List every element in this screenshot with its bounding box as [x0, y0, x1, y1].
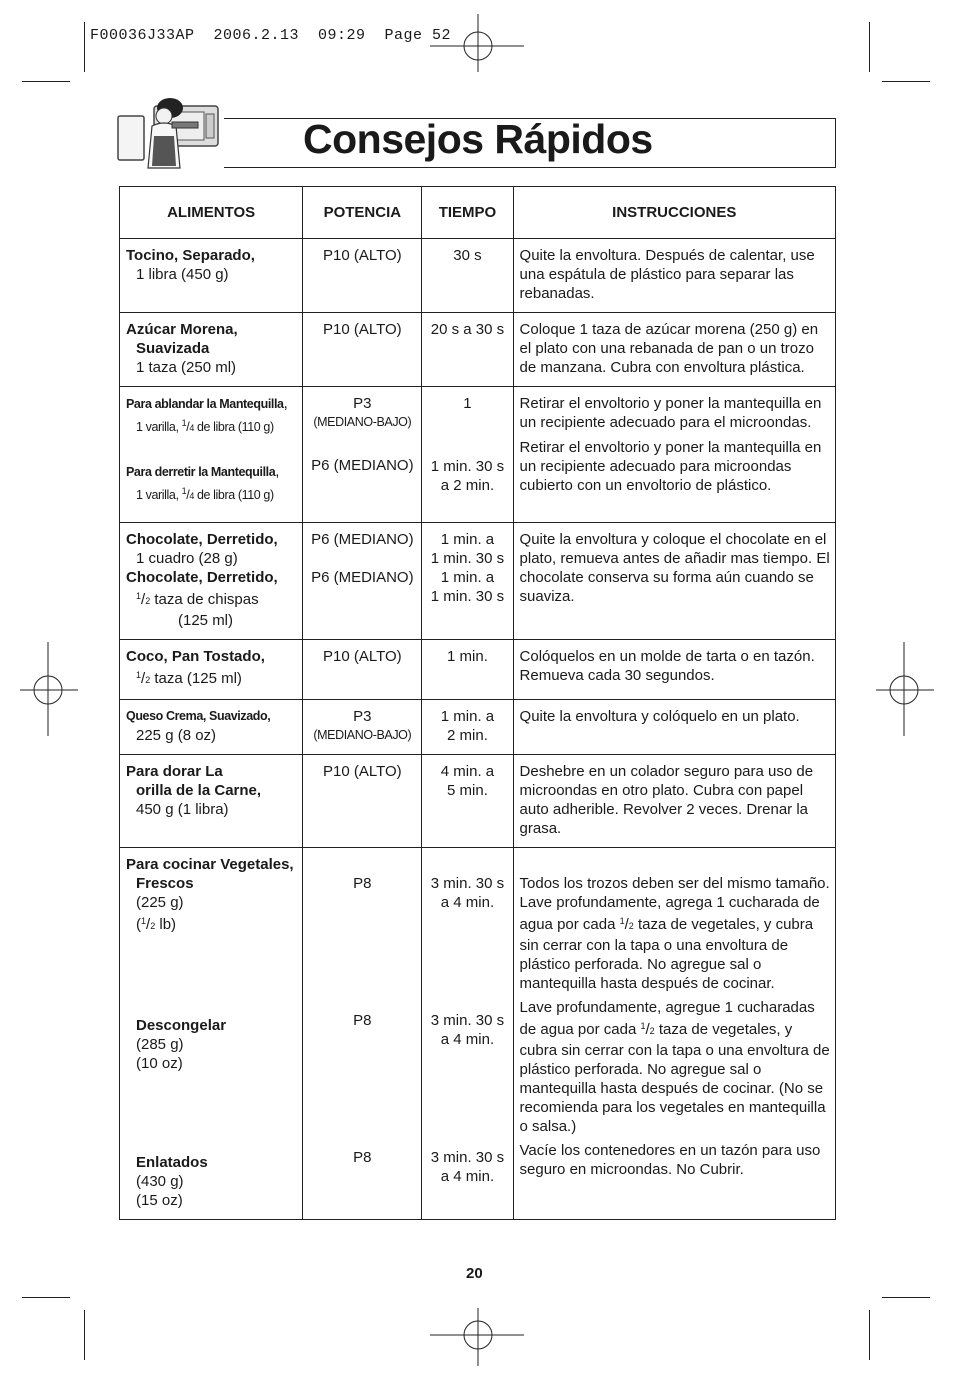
power-cell: P10 (ALTO) [303, 313, 422, 387]
time-cell: 20 s a 30 s [422, 313, 513, 387]
instructions-cell: Quite la envoltura y coloque el chocolate en el plato, remueva antes de añadir mas tiempo. El chocolate conserva su forma aún cuando se suaviza. [513, 523, 835, 640]
food-cell: Azúcar Morena, Suavizada 1 taza (250 ml) [120, 313, 303, 387]
table-row [120, 700, 836, 755]
table-row [120, 387, 836, 523]
time-cell: 1 1 min. 30 s a 2 min. [422, 387, 513, 523]
instructions-cell: Quite la envoltura y colóquelo en un plato. [513, 700, 835, 755]
time-cell: 1 min. [422, 640, 513, 700]
table-row [120, 848, 836, 1220]
table-row [120, 313, 836, 387]
time-cell: 1 min. a 1 min. 30 s 1 min. a 1 min. 30 s [422, 523, 513, 640]
print-slug: F00036J33AP 2006.2.13 09:29 Page 52 [90, 27, 452, 44]
table-row [120, 239, 836, 313]
power-cell: P6 (MEDIANO) P6 (MEDIANO) [303, 523, 422, 640]
crop-mark [869, 1310, 870, 1360]
page-title: Consejos Rápidos [303, 116, 653, 162]
table-header-row [120, 187, 836, 239]
power-cell: P3 (MEDIANO-BAJO) P6 (MEDIANO) [303, 387, 422, 523]
header-instructions: INSTRUCCIONES [513, 187, 835, 239]
crop-mark [84, 22, 85, 72]
header-power: POTENCIA [303, 187, 422, 239]
instructions-cell: Deshebre en un colador seguro para uso de microondas en otro plato. Cubra con papel auto adherible. Revolver 2 veces. Drenar la grasa. [513, 755, 835, 848]
crop-mark [22, 81, 70, 82]
instructions-cell: Quite la envoltura. Después de calentar, use una espátula de plástico para separar las rebanadas. [513, 239, 835, 313]
crop-mark [22, 1297, 70, 1298]
power-cell: P10 (ALTO) [303, 640, 422, 700]
header-food: ALIMENTOS [120, 187, 303, 239]
crop-mark [84, 1310, 85, 1360]
table-row [120, 523, 836, 640]
time-cell: 1 min. a 2 min. [422, 700, 513, 755]
crop-mark [882, 1297, 930, 1298]
page-number: 20 [466, 1265, 483, 1282]
instructions-cell: Colóquelos en un molde de tarta o en tazón. Remueva cada 30 segundos. [513, 640, 835, 700]
crop-mark [869, 22, 870, 72]
time-cell: 4 min. a 5 min. [422, 755, 513, 848]
power-cell: P10 (ALTO) [303, 239, 422, 313]
power-cell: P3 (MEDIANO-BAJO) [303, 700, 422, 755]
power-cell: P10 (ALTO) [303, 755, 422, 848]
header-time: TIEMPO [422, 187, 513, 239]
food-cell: Queso Crema, Suavizado, 225 g (8 oz) [120, 700, 303, 755]
food-cell: Chocolate, Derretido, 1 cuadro (28 g) Chocolate, Derretido, $^1$/2 taza de chispas (125 ml) [120, 523, 303, 640]
time-cell: 30 s [422, 239, 513, 313]
time-cell: 3 min. 30 s a 4 min. 3 min. 30 s a 4 min. 3 min. 30 s a 4 min. [422, 848, 513, 1220]
food-cell: Para dorar La orilla de la Carne, 450 g (1 libra) [120, 755, 303, 848]
food-cell: Para cocinar Vegetales, Frescos (225 g) ($^1$/2 lb) Descongelar (285 g) (10 oz) Enlatados (430 g) (15 oz) [120, 848, 303, 1220]
instructions-cell: Coloque 1 taza de azúcar morena (250 g) en el plato con una rebanada de pan o un trozo de manzana. Cubra con envoltura plástica. [513, 313, 835, 387]
registration-mark-icon [20, 640, 80, 740]
chef-microwave-icon [114, 96, 224, 178]
power-cell: P8 P8 P8 [303, 848, 422, 1220]
instructions-cell: Todos los trozos deben ser del mismo tamaño. Lave profundamente, agrega 1 cucharada de agua por cada $^1$/2 taza de vegetales, y cubra sin cerrar con la tapa o una envoltura de plástico perforada. No agregue sal o mantequilla hasta después de cocinar. Lave profundamente, agregue 1 cucharadas de agua por cada $^1$/2 taza de vegetales, y cubra sin cerrar con la tapa o una envoltura de plástico perforada. No agregue sal o mantequilla hasta después de cocinar. (No se recomienda para los vegetales en mantequilla o salsa.) Vacíe los contenedores en un tazón para uso seguro en microondas. No Cubrir. [513, 848, 835, 1220]
food-cell: Coco, Pan Tostado, $^1$/2 taza (125 ml) [120, 640, 303, 700]
registration-mark-icon [430, 1308, 526, 1368]
crop-mark [882, 81, 930, 82]
registration-mark-icon [430, 14, 526, 74]
registration-mark-icon [874, 640, 934, 740]
table-row [120, 755, 836, 848]
table-row [120, 640, 836, 700]
food-cell: Tocino, Separado, 1 libra (450 g) [120, 239, 303, 313]
instructions-cell: Retirar el envoltorio y poner la mantequilla en un recipiente adecuado para el microondas. Retirar el envoltorio y poner la mantequilla en un recipiente adecuado para microondas cubierto con un envoltorio de plástico. [513, 387, 835, 523]
quick-tips-table [119, 186, 836, 1220]
food-cell: Para ablandar la Mantequilla, 1 varilla, $^1$/4 de libra (110 g) Para derretir la Mantequilla, 1 varilla, $^1$/4 de libra (110 g) [120, 387, 303, 523]
